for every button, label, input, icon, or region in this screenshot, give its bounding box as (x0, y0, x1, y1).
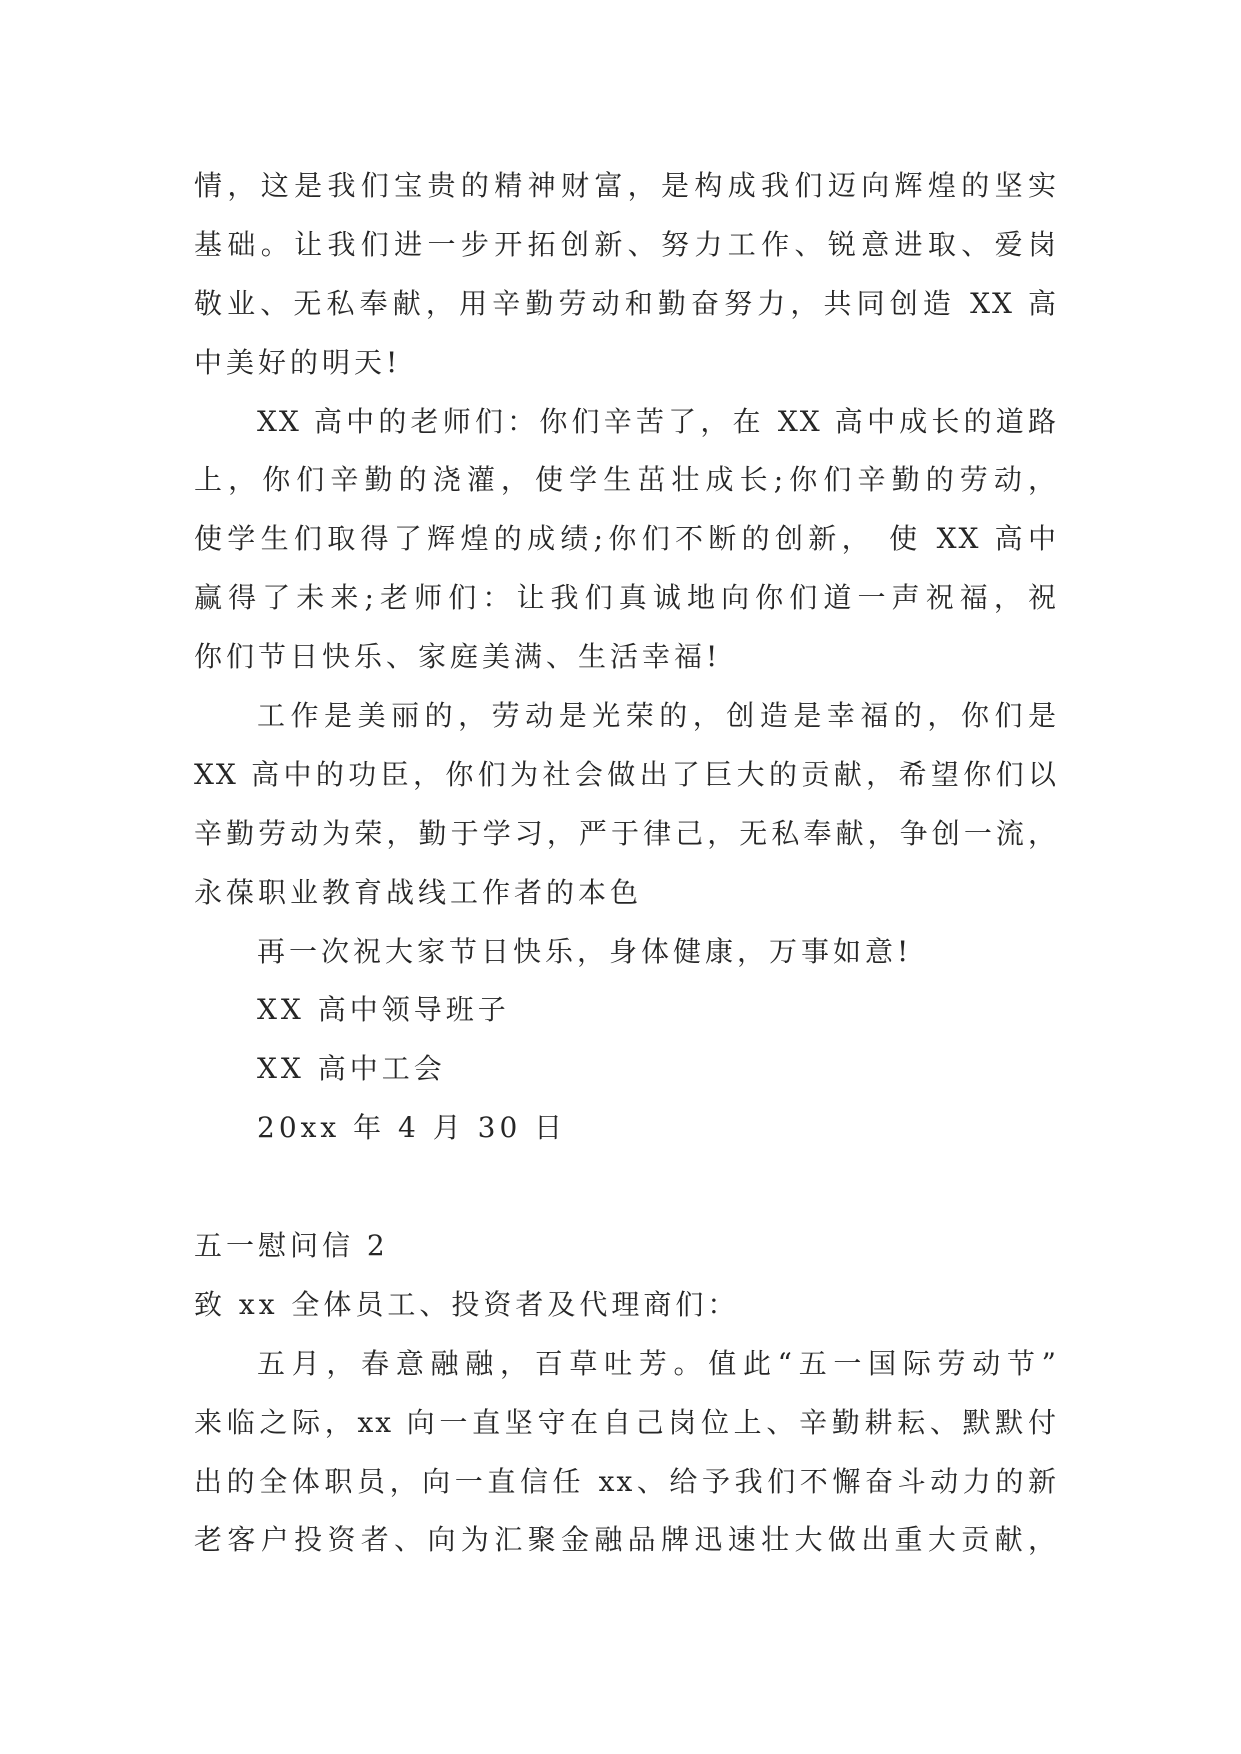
text-line: 情，这是我们宝贵的精神财富，是构成我们迈向辉煌的坚实 (194, 169, 1058, 202)
text-line: 老客户投资者、向为汇聚金融品牌迅速壮大做出重大贡献， (194, 1523, 1058, 1557)
signature-org-union: XX 高中工会 (257, 1052, 446, 1086)
text-line: 辛勤劳动为荣，勤于学习，严于律己，无私奉献，争创一流， (194, 816, 1058, 850)
text-line: 出的全体职员，向一直信任 xx、给予我们不懈奋斗动力的新 (194, 1464, 1058, 1498)
blank-line (194, 1158, 1058, 1217)
closing-paragraph (194, 923, 1058, 982)
signature-org-leadership: XX 高中领导班子 (257, 993, 510, 1027)
paragraph (194, 687, 1058, 923)
text-line: 来临之际，xx 向一直坚守在自己岗位上、辛勤耕耘、默默付 (194, 1405, 1058, 1439)
text-line: 敬业、无私奉献，用辛勤劳动和勤奋努力，共同创造 XX 高 (194, 286, 1058, 320)
text-line: 基础。让我们进一步开拓创新、努力工作、锐意进取、爱岗 (194, 227, 1058, 261)
text-line: XX 高中的功臣，你们为社会做出了巨大的贡献，希望你们以 (194, 757, 1058, 791)
text-line: 工作是美丽的，劳动是光荣的，创造是幸福的，你们是 (257, 699, 1058, 733)
document-body (194, 157, 1058, 1570)
paragraph (194, 1335, 1058, 1571)
text-line: 中美好的明天! (194, 345, 402, 379)
signature-block (194, 981, 1058, 1158)
text-line: 你们节日快乐、家庭美满、生活幸福! (194, 640, 722, 674)
text-line: 再一次祝大家节日快乐，身体健康，万事如意! (257, 934, 913, 968)
text-line: 赢得了未来;老师们：让我们真诚地向你们道一声祝福，祝 (194, 581, 1058, 615)
text-line: 五月，春意融融，百草吐芳。值此“五一国际劳动节” (257, 1346, 1058, 1380)
salutation: 致 xx 全体员工、投资者及代理商们： (194, 1287, 740, 1321)
letter-title: 五一慰问信 2 (194, 1229, 389, 1263)
paragraph (194, 157, 1058, 393)
text-line: XX 高中的老师们：你们辛苦了，在 XX 高中成长的道路 (257, 404, 1058, 438)
text-line: 使学生们取得了辉煌的成绩;你们不断的创新， 使 XX 高中 (194, 522, 1058, 556)
text-line: 永葆职业教育战线工作者的本色 (194, 875, 643, 909)
text-line: 上，你们辛勤的浇灌，使学生茁壮成长;你们辛勤的劳动， (194, 463, 1058, 497)
signature-date: 20xx 年 4 月 30 日 (257, 1111, 567, 1145)
paragraph (194, 393, 1058, 687)
